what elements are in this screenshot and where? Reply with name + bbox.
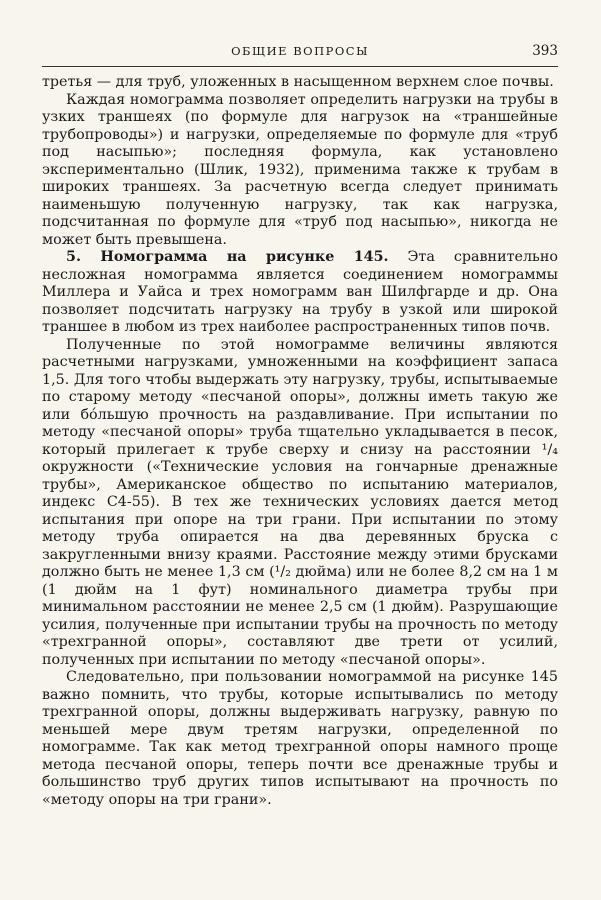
section-paragraph	[42, 249, 558, 337]
section-text: Эта сравнительно несложная номограмма является соединением номограммы Миллера и Уайса и трех номограмм ван Шилфгарде и др. Она позволяет подсчитать нагрузку на трубу в узкой или широкой траншее в любом из трех наиболее распространенных типов почв.	[42, 249, 558, 335]
section-heading: 5. Номограмма на рисунке 145.	[66, 249, 389, 265]
header-rule	[42, 66, 558, 67]
paragraph: Следовательно, при пользовании номограммой на рисунке 145 важно помнить, что трубы, которые испытывались по методу трехгранной опоры, должны выдерживать нагрузку, равную по меньшей мере двум третям нагрузки, определенной по номограмме. Так как метод трехгранной опоры намного проще метода песчаной опоры, теперь почти все дренажные трубы и большинство труб других типов испытывают на прочность по «методу опоры на три грани».	[42, 669, 558, 808]
paragraph: Полученные по этой номограмме величины являются расчетными нагрузками, умноженными на коэффициент запаса 1,5. Для того чтобы выдержать эту нагрузку, трубы, испытываемые по старому методу «песчаной опоры», должны иметь такую же или бóльшую прочность на раздавливание. При испытании по методу «песчаной опоры» труба тщательно укладывается в песок, который прилегает к трубе сверху и снизу на расстоянии ¹/₄ окружности («Технические условия на гончарные дренажные трубы», Американское общество по испытанию материалов, индекс С4-55). В тех же технических условиях дается метод испытания при опоре на три грани. При испытании по этому методу труба опирается на два деревянных бруска с закругленными внизу краями. Расстояние между этими брусками должно быть не менее 1,3 см (¹/₂ дюйма) или не более 8,2 см на 1 м (1 дюйм на 1 фут) номинального диаметра трубы при минимальном расстоянии не менее 2,5 см (1 дюйм). Разрушающие усилия, полученные при испытании трубы на прочность по методу «трехгранной опоры», составляют две трети от усилий, полученных при испытании по методу «песчаной опоры».	[42, 336, 559, 668]
body-text	[42, 74, 558, 809]
page-header	[42, 44, 558, 64]
paragraph: Каждая номограмма позволяет определить нагрузки на трубы в узких траншеях (по формуле для нагрузок на «траншейные трубопроводы») и нагрузки, определяемые по формуле для «труб под насыпью»; последняя формула, как установлено экспериментально (Шлик, 1932), применима также к трубам в широких траншеях. За расчетную всегда следует принимать наименьшую полученную нагрузку, так как нагрузка, подсчитанная по формуле для «труб под насыпью», никогда не может быть превышена.	[42, 91, 558, 248]
paragraph: третья — для труб, уложенных в насыщенном верхнем слое почвы.	[42, 74, 554, 90]
page-number: 393	[532, 43, 558, 59]
running-head: ОБЩИЕ ВОПРОСЫ	[231, 44, 369, 58]
